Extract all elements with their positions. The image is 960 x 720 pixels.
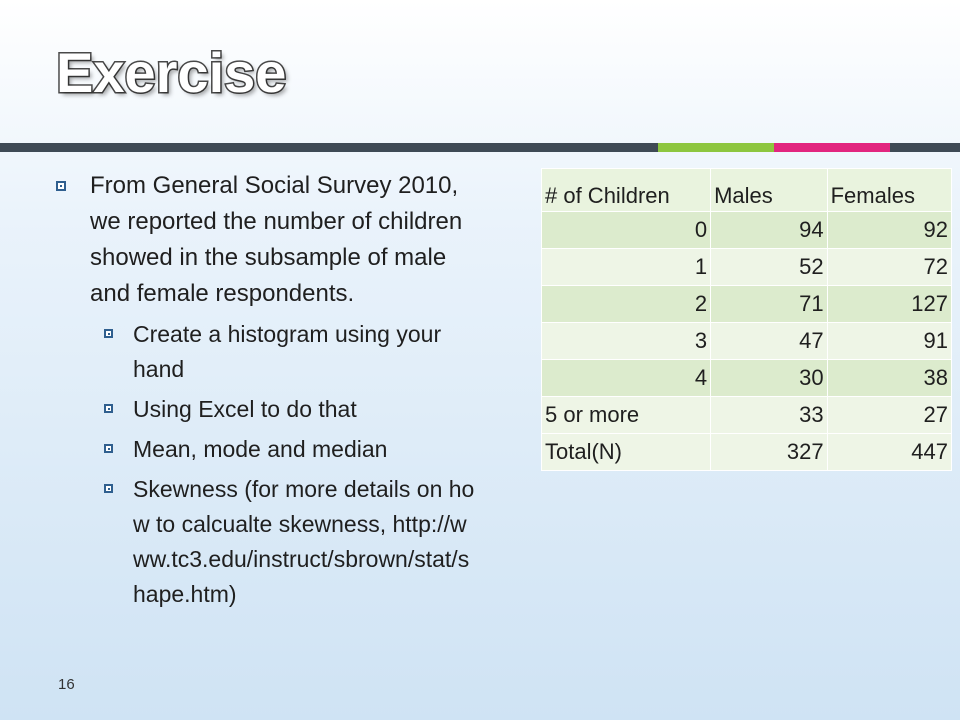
table-cell: 27 [827,397,951,434]
page-number: 16 [58,676,75,693]
table-header-cell: # of Children [542,169,711,212]
stripe-segment [774,143,890,152]
bullet-item [56,168,476,312]
table-cell: 72 [827,249,951,286]
sub-bullet-item [104,317,476,387]
table-row [542,249,952,286]
table-row [542,212,952,249]
table-cell: 1 [542,249,711,286]
stripe-segment [0,143,658,152]
square-bullet-icon [104,484,113,493]
table-cell: 127 [827,286,951,323]
square-bullet-icon [56,181,66,191]
table-row [542,323,952,360]
table-row [542,360,952,397]
sub-bullet-text: Create a histogram using your hand [133,321,442,382]
table-cell: 91 [827,323,951,360]
stripe-segment [890,143,960,152]
table-header-cell: Males [711,169,828,212]
table-header-cell: Females [827,169,951,212]
children-table [541,168,952,471]
table-cell: 52 [711,249,828,286]
table-cell: 2 [542,286,711,323]
sub-bullet-item [104,472,476,612]
square-bullet-icon [104,404,113,413]
bullet-text: From General Social Survey 2010, we reported the number of children showed in the subsample of male and female respondents. [90,172,463,307]
table-cell: 71 [711,286,828,323]
table-cell: 33 [711,397,828,434]
table-cell: 0 [542,212,711,249]
stripe-segment [658,143,774,152]
square-bullet-icon [104,444,113,453]
table-cell: 4 [542,360,711,397]
sub-bullet-text: Skewness (for more details on how to calcualte skewness, http://www.tc3.edu/instruct/sbrown/stat/shape.htm) [133,476,475,607]
sub-bullet-item [104,432,476,467]
table-cell: Total(N) [542,434,711,471]
table-cell: 92 [827,212,951,249]
table-cell: 94 [711,212,828,249]
table-cell: 5 or more [542,397,711,434]
table-cell: 447 [827,434,951,471]
table-cell: 30 [711,360,828,397]
sub-bullet-text: Using Excel to do that [133,396,357,422]
table-cell: 327 [711,434,828,471]
table-cell: 38 [827,360,951,397]
table-cell: 47 [711,323,828,360]
table-row [542,286,952,323]
table-row [542,434,952,471]
sub-bullet-text: Mean, mode and median [133,436,388,462]
bullet-list [56,168,476,612]
square-bullet-icon [104,329,113,338]
slide-title: Exercise [56,41,287,104]
table-header-row [542,169,952,212]
table-cell: 3 [542,323,711,360]
table-row [542,397,952,434]
sub-bullet-item [104,392,476,427]
accent-stripe-bar [0,143,960,152]
